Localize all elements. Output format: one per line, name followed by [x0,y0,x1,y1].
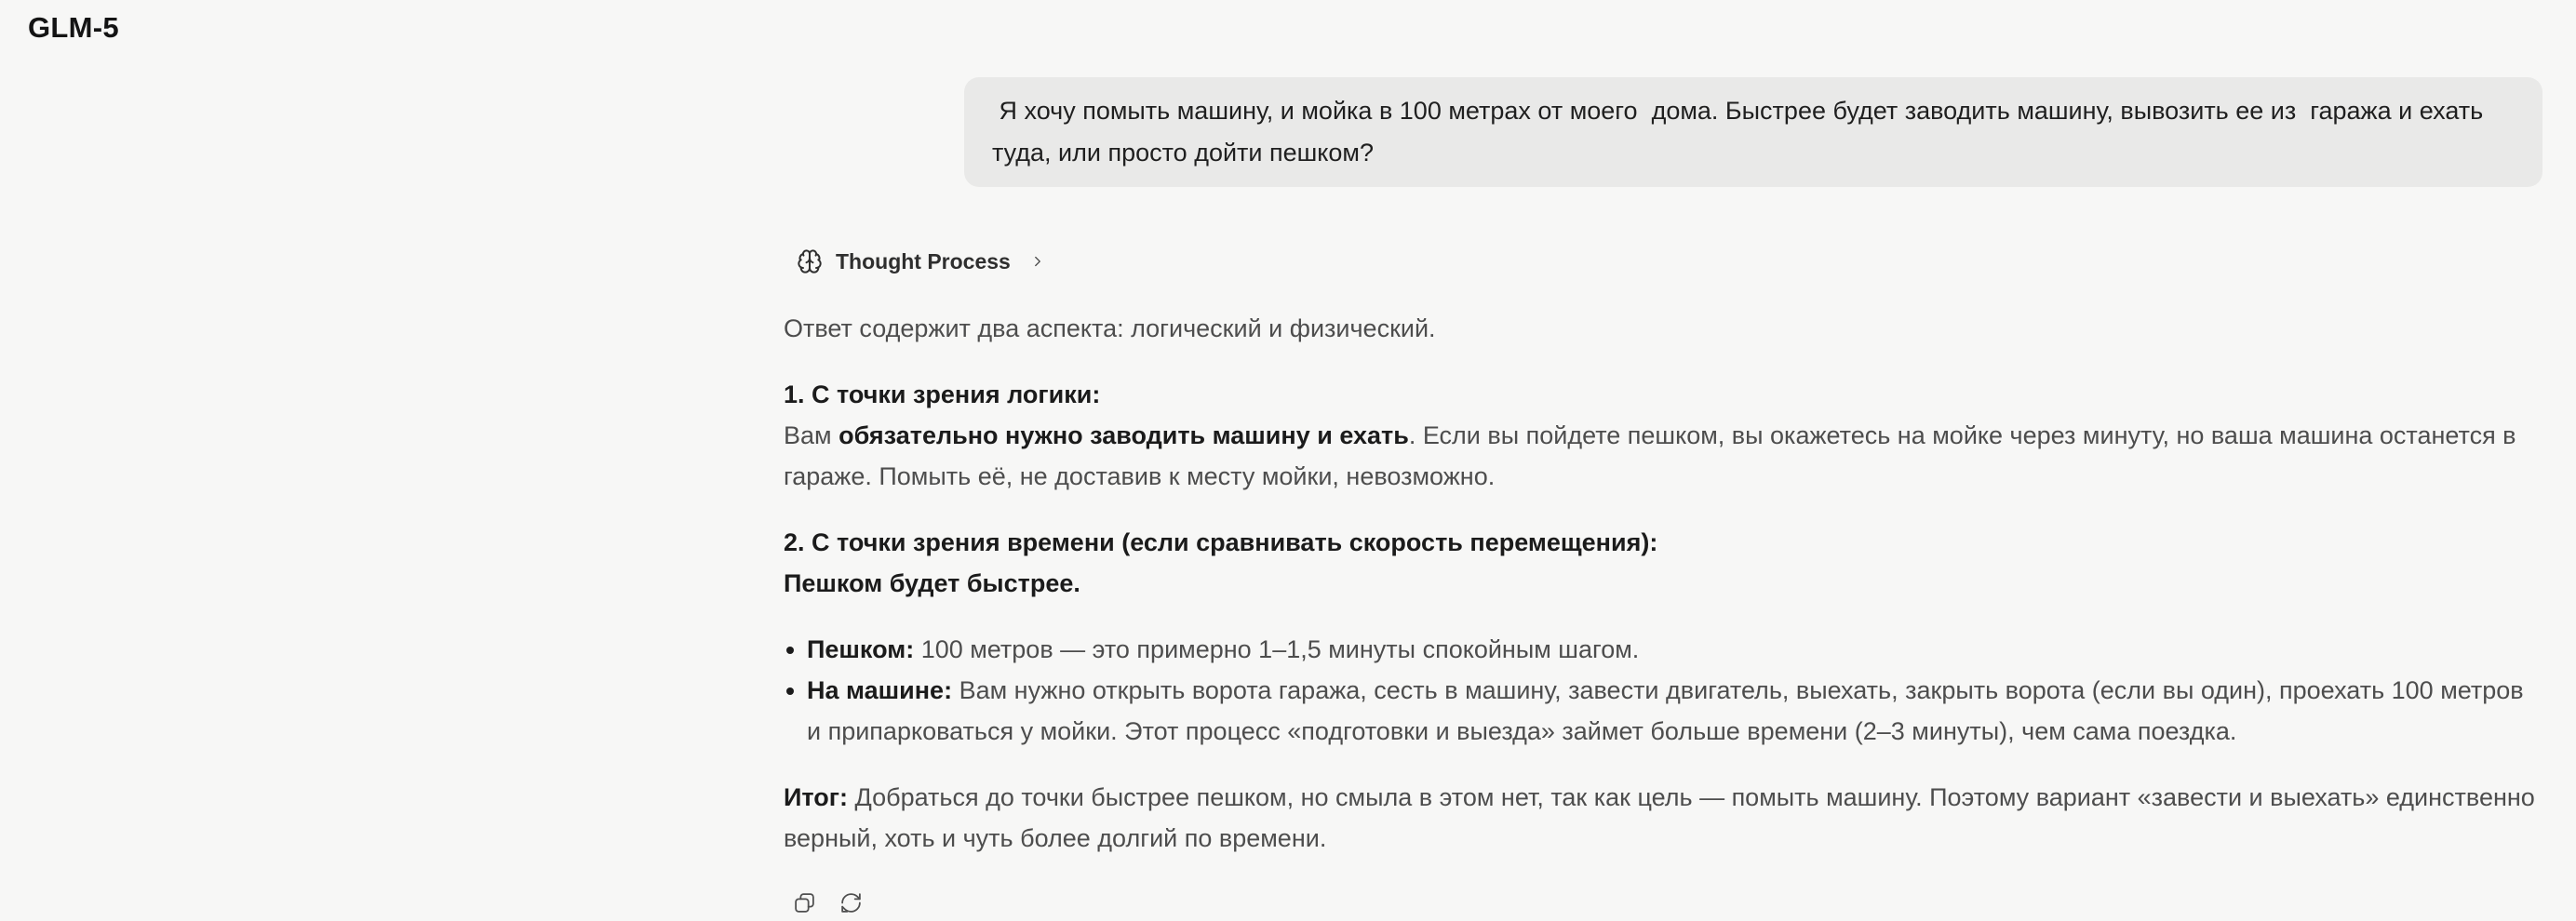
thought-process-toggle[interactable] [797,248,1046,274]
response-section-2 [784,522,2542,604]
list-item-text: 100 метров — это примерно 1–1,5 минуты спокойным шагом. [914,635,1640,663]
section-1-run-bold: обязательно нужно заводить машину и ехать [839,421,1409,449]
section-2-subtitle: Пешком будет быстрее. [784,569,1080,597]
thought-process-label: Thought Process [836,248,1011,274]
section-1-run: . Если вы пойдете пешком, вы окажетесь на мойке через минуту, но ваша машина останется в гараже. Помыть её, не доставив к месту мойки, невозможно. [784,421,2516,490]
list-item-label: Пешком: [807,635,915,663]
message-actions [785,884,2542,921]
list-item-text: Вам нужно открыть ворота гаража, сесть в машину, завести двигатель, выехать, закрыть ворота (если вы один), проехать 100 метров и припарковаться у мойки. Этот процесс «подготовки и выезда» займет больше времени (2–3 минуты), чем сама поездка. [807,676,2524,745]
section-1-title: 1. С точки зрения логики: [784,380,1101,408]
regenerate-icon [839,891,863,914]
section-1-run: Вам [784,421,839,449]
response-section-1 [784,374,2542,497]
response-intro: Ответ содержит два аспекта: логический и физический. [784,314,1436,342]
user-message-bubble: Я хочу помыть машину, и мойка в 100 метрах от моего дома. Быстрее будет заводить машину, вывозить ее из гаража и ехать туда, или просто дойти пешком? [964,77,2542,187]
comparison-list [784,629,2542,752]
list-item-by-car [784,670,2542,752]
response-outro [784,777,2542,859]
outro-label: Итог: [784,783,849,811]
section-2-title: 2. С точки зрения времени (если сравнивать скорость перемещения): [784,528,1658,556]
outro-text: Добраться до точки быстрее пешком, но смыла в этом нет, так как цель — помыть машину. Поэтому вариант «завести и выехать» единственно верный, хоть и чуть более долгий по времени. [784,783,2535,852]
list-item-walking [784,629,2542,670]
chat-thread [784,77,2542,921]
chevron-right-icon [1029,253,1046,270]
list-item-label: На машине: [807,676,953,704]
brain-icon [797,248,823,274]
assistant-message [784,308,2542,921]
regenerate-button[interactable] [832,884,869,921]
model-title: GLM-5 [28,11,119,44]
copy-button[interactable] [785,884,823,921]
copy-icon [793,891,816,914]
